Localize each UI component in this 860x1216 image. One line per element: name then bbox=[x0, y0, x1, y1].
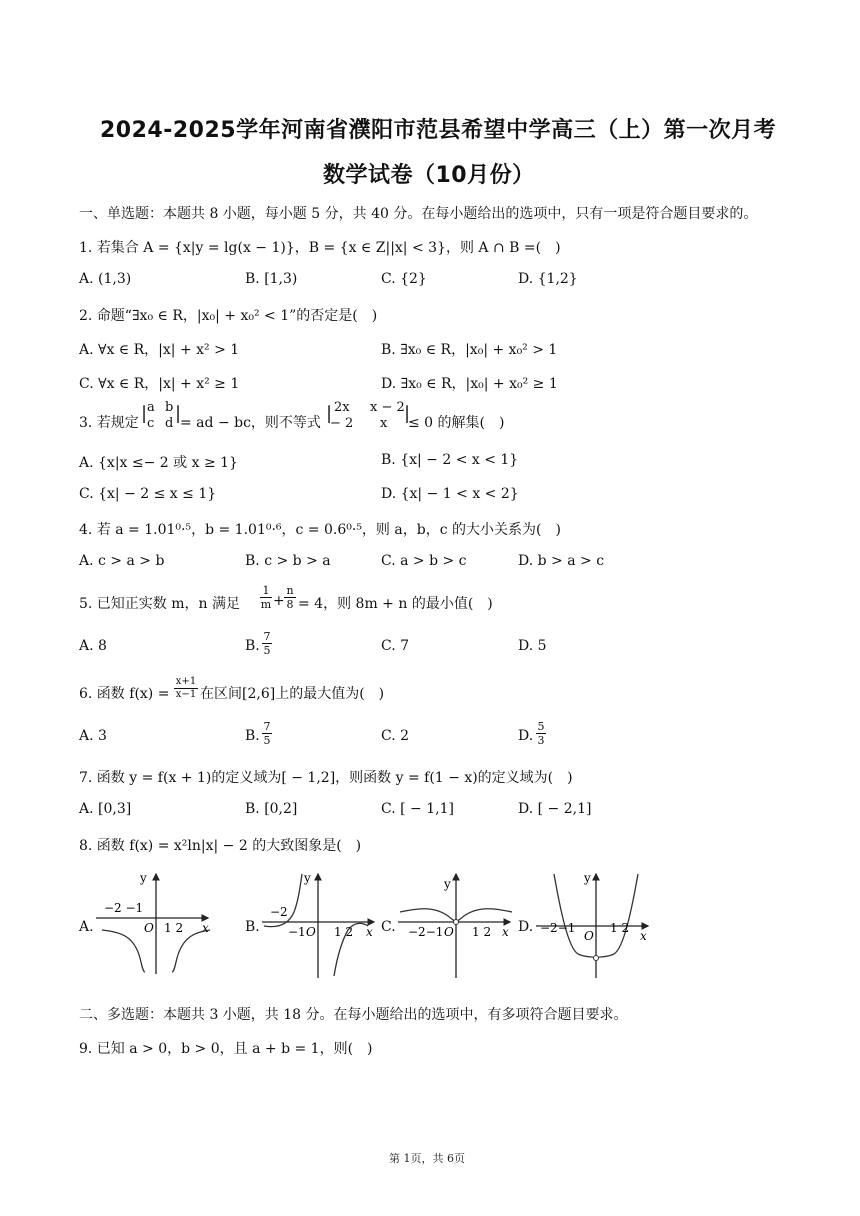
q6-option-d: D. bbox=[518, 728, 534, 744]
q2-option-d: D. ∃x₀ ∈ R，|x₀| + x₀² ≥ 1 bbox=[381, 376, 558, 392]
title-line-1: 2024-2025学年河南省濮阳市范县希望中学高三（上）第一次月考 bbox=[100, 118, 777, 143]
q6-option-b: B. bbox=[245, 728, 260, 744]
q8-option-c: C. bbox=[381, 919, 396, 935]
question-2-stem: 2. 命题“∃x₀ ∈ R，|x₀| + x₀² < 1”的否定是( ) bbox=[79, 308, 378, 324]
q5-option-b: B. bbox=[245, 638, 260, 654]
question-3-stem-pre: 3. 若规定 bbox=[79, 415, 139, 431]
graph-b-origin-label: O bbox=[306, 925, 316, 939]
page-footer: 第 1页，共 6页 bbox=[389, 1152, 465, 1165]
graph-c-neg-ticks: −2−1 bbox=[408, 925, 444, 939]
q4-option-d: D. b > a > c bbox=[518, 553, 605, 569]
question-8-stem: 8. 函数 f(x) = x²ln|x| − 2 的大致图象是( ) bbox=[79, 838, 362, 854]
q4-option-c: C. a > b > c bbox=[381, 553, 467, 569]
q5-option-d: D. 5 bbox=[518, 638, 547, 654]
graph-c-origin-label: O bbox=[444, 925, 454, 939]
q7-option-a: A. [0,3] bbox=[79, 801, 132, 817]
plus-sign: + bbox=[273, 593, 285, 609]
q6-option-a: A. 3 bbox=[79, 728, 107, 744]
question-1-stem: 1. 若集合 A = {x|y = lg(x − 1)}，B = {x ∈ Z||x| < 3}，则 A ∩ B =( ) bbox=[79, 240, 561, 256]
graph-a-origin-label: O bbox=[144, 921, 154, 935]
graph-b-y-label: y bbox=[304, 871, 311, 885]
question-6-stem-post: 在区间[2,6]上的最大值为( ) bbox=[200, 686, 385, 702]
q7-option-c: C. [ − 1,1] bbox=[381, 801, 454, 817]
q2-option-c: C. ∀x ∈ R，|x| + x² ≥ 1 bbox=[79, 376, 240, 392]
fraction-1-over-m: 1 m bbox=[260, 584, 272, 611]
graph-a-y-label: y bbox=[140, 871, 147, 885]
question-5-stem-pre: 5. 已知正实数 m，n 满足 bbox=[79, 596, 240, 612]
q2-option-b: B. ∃x₀ ∈ R，|x₀| + x₀² > 1 bbox=[381, 342, 558, 358]
graph-option-b bbox=[262, 868, 378, 980]
graph-d-y-label: y bbox=[584, 871, 591, 885]
q6-option-c: C. 2 bbox=[381, 728, 410, 744]
question-3-stem-post: ≤ 0 的解集( ) bbox=[408, 415, 505, 431]
q3-option-a: A. {x|x ≤− 2 或 x ≥ 1} bbox=[79, 455, 238, 471]
q2-option-a: A. ∀x ∈ R，|x| + x² > 1 bbox=[79, 342, 240, 358]
graph-b-x-label: x bbox=[366, 925, 373, 939]
q3-option-c: C. {x| − 2 ≤ x ≤ 1} bbox=[79, 486, 217, 502]
graph-option-a bbox=[96, 868, 212, 978]
q7-option-d: D. [ − 2,1] bbox=[518, 801, 592, 817]
graph-option-c bbox=[398, 868, 514, 980]
graph-d-x-label: x bbox=[640, 929, 647, 943]
q3-option-b: B. {x| − 2 < x < 1} bbox=[381, 452, 519, 468]
graph-c-pos-ticks: 1 2 bbox=[472, 925, 492, 939]
graph-c-x-label: x bbox=[502, 925, 509, 939]
q8-option-a: A. bbox=[79, 919, 94, 935]
graph-a-x-label: x bbox=[202, 921, 209, 935]
fraction-n-over-8: n 8 bbox=[284, 584, 296, 611]
question-7-stem: 7. 函数 y = f(x + 1)的定义域为[ − 1,2]，则函数 y = f(1 − x)的定义域为( ) bbox=[79, 770, 573, 786]
graph-a-neg-ticks: −2 −1 bbox=[104, 901, 144, 915]
graph-d-neg-ticks: −2−1 bbox=[540, 921, 576, 935]
question-5-stem-post: = 4，则 8m + n 的最小值( ) bbox=[298, 596, 493, 612]
q4-option-b: B. c > b > a bbox=[245, 553, 331, 569]
graph-d-origin-label: O bbox=[584, 929, 594, 943]
title-line-2: 数学试卷（10月份） bbox=[323, 163, 535, 188]
question-4-stem: 4. 若 a = 1.01⁰·⁵，b = 1.01⁰·⁶，c = 0.6⁰·⁵，则 a，b，c 的大小关系为( ) bbox=[79, 522, 561, 538]
graph-b-pos-ticks: 1 2 bbox=[334, 925, 354, 939]
q8-option-d: D. bbox=[518, 919, 534, 935]
q7-option-b: B. [0,2] bbox=[245, 801, 298, 817]
graph-b-neg-tick-2: −2 bbox=[270, 905, 288, 919]
graph-d-pos-ticks: 1 2 bbox=[610, 921, 630, 935]
graph-option-d bbox=[536, 868, 652, 980]
q1-option-c: C. {2} bbox=[381, 271, 427, 287]
q6-option-d-fraction: 5 3 bbox=[537, 720, 545, 747]
q3-option-d: D. {x| − 1 < x < 2} bbox=[381, 486, 519, 502]
q1-option-a: A. (1,3) bbox=[79, 271, 132, 287]
question-9-stem: 9. 已知 a > 0，b > 0，且 a + b = 1，则( ) bbox=[79, 1041, 373, 1057]
graph-a-pos-ticks: 1 2 bbox=[164, 921, 184, 935]
fraction-x-plus-1-over-x-minus-1: x+1 x−1 bbox=[175, 676, 197, 700]
q5-option-a: A. 8 bbox=[79, 638, 107, 654]
graph-b-neg-tick-1: −1 bbox=[288, 925, 306, 939]
question-6-stem-pre: 6. 函数 f(x) = bbox=[79, 686, 170, 702]
graph-c-y-label: y bbox=[444, 877, 451, 891]
q6-option-b-fraction: 7 5 bbox=[263, 720, 271, 747]
q8-option-b: B. bbox=[245, 919, 260, 935]
question-3-stem-mid: = ad − bc，则不等式 bbox=[180, 415, 321, 431]
section-1-heading: 一、单选题：本题共 8 小题，每小题 5 分，共 40 分。在每小题给出的选项中，只有一项是符合题目要求的。 bbox=[79, 206, 758, 222]
q5-option-b-fraction: 7 5 bbox=[263, 630, 271, 657]
q5-option-c: C. 7 bbox=[381, 638, 410, 654]
section-2-heading: 二、多选题：本题共 3 小题，共 18 分。在每小题给出的选项中，有多项符合题目要求。 bbox=[79, 1007, 628, 1023]
q4-option-a: A. c > a > b bbox=[79, 553, 165, 569]
q1-option-d: D. {1,2} bbox=[518, 271, 578, 287]
q1-option-b: B. [1,3) bbox=[245, 271, 298, 287]
